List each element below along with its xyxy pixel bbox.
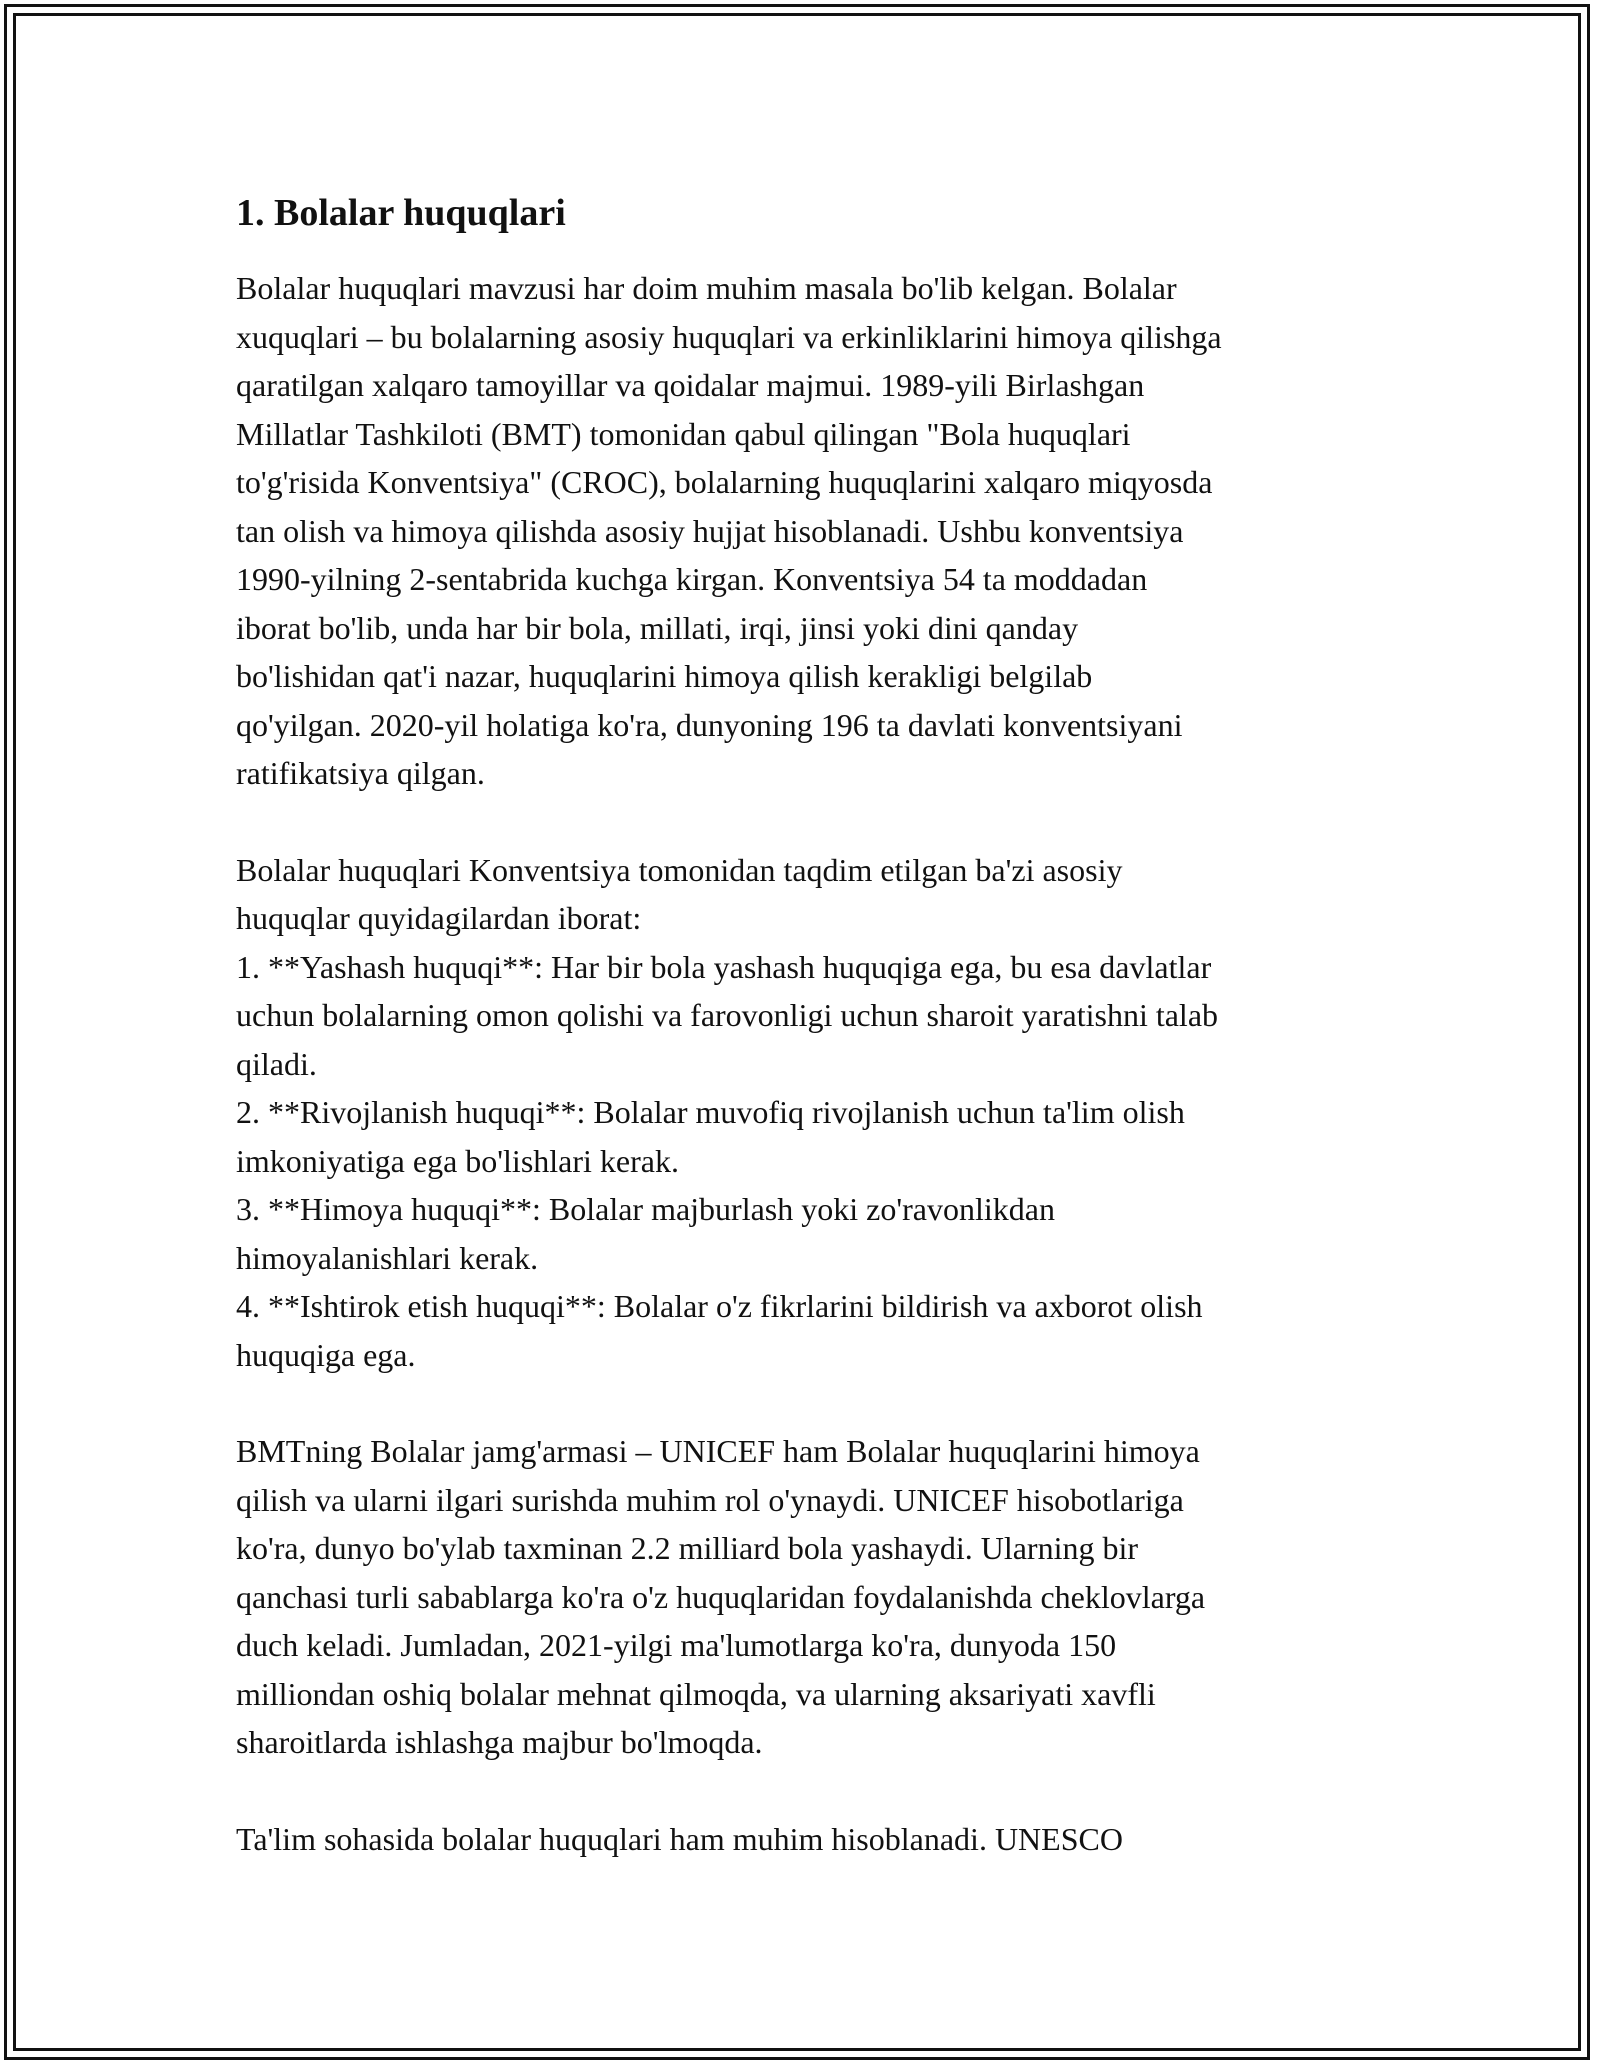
text-line: qo'yilgan. 2020-yil holatiga ko'ra, dunyoning 196 ta davlati konventsiyani xyxy=(236,706,1183,743)
list-item: 3. **Himoya huquqi**: Bolalar majburlash yoki zo'ravonlikdan xyxy=(236,1191,1055,1227)
text-line: himoyalanishlari kerak. xyxy=(236,1239,539,1276)
text-line: Millatlar Tashkiloti (BMT) tomonidan qabul qilingan "Bola huquqlari xyxy=(236,415,1131,452)
text-line: sharoitlarda ishlashga majbur bo'lmoqda. xyxy=(236,1724,763,1760)
paragraph-education xyxy=(236,1815,1376,1864)
text-line: Bolalar huquqlari mavzusi har doim muhim masala bo'lib kelgan. Bolalar xyxy=(236,270,1177,306)
document-body xyxy=(236,188,1376,1863)
paragraph-gap xyxy=(236,798,1376,846)
paragraph-rights-list xyxy=(236,846,1376,1380)
paragraph-intro xyxy=(236,264,1376,798)
text-line: bo'lishidan qat'i nazar, huquqlarini himoya qilish kerakligi belgilab xyxy=(236,658,1093,694)
list-item: 2. **Rivojlanish huquqi**: Bolalar muvofiq rivojlanish uchun ta'lim olish xyxy=(236,1094,1185,1130)
text-line: Bolalar huquqlari Konventsiya tomonidan taqdim etilgan ba'zi asosiy xyxy=(236,851,1123,888)
text-line: qilish va ularni ilgari surishda muhim rol o'ynaydi. UNICEF hisobotlariga xyxy=(236,1481,1184,1518)
text-line: uchun bolalarning omon qolishi va farovonligi uchun sharoit yaratishni talab xyxy=(236,997,1219,1033)
text-line: huquqiga ega. xyxy=(236,1336,416,1373)
text-line: duch keladi. Jumladan, 2021-yilgi ma'lumotlarga ko'ra, dunyoda 150 xyxy=(236,1627,1117,1663)
text-line: BMTning Bolalar jamg'armasi – UNICEF ham Bolalar huquqlarini himoya xyxy=(236,1433,1200,1469)
text-line: imkoniyatiga ega bo'lishlari kerak. xyxy=(236,1142,679,1179)
paragraph-unicef xyxy=(236,1427,1376,1767)
text-line: ko'ra, dunyo bo'ylab taxminan 2.2 milliard bola yashaydi. Ularning bir xyxy=(236,1530,1139,1566)
text-line: milliondan oshiq bolalar mehnat qilmoqda, va ularning aksariyati xavfli xyxy=(236,1675,1156,1712)
paragraph-gap xyxy=(236,1379,1376,1427)
text-line: huquqlar quyidagilardan iborat: xyxy=(236,900,642,936)
text-line: iborat bo'lib, unda har bir bola, millati, irqi, jinsi yoki dini qanday xyxy=(236,609,1079,646)
paragraph-gap xyxy=(236,1767,1376,1815)
text-line: qiladi. xyxy=(236,1045,317,1082)
list-item: 1. **Yashash huquqi**: Har bir bola yashash huquqiga ega, bu esa davlatlar xyxy=(236,948,1212,985)
text-line: to'g'risida Konventsiya" (CROC), bolalarning huquqlarini xalqaro miqyosda xyxy=(236,464,1213,500)
text-line: qanchasi turli sabablarga ko'ra o'z huquqlaridan foydalanishda cheklovlarga xyxy=(236,1578,1206,1615)
text-line: ratifikatsiya qilgan. xyxy=(236,755,485,791)
text-line: tan olish va himoya qilishda asosiy hujjat hisoblanadi. Ushbu konventsiya xyxy=(236,512,1184,549)
text-line: qaratilgan xalqaro tamoyillar va qoidalar majmui. 1989-yili Birlashgan xyxy=(236,367,1145,403)
section-heading: 1. Bolalar huquqlari xyxy=(236,192,566,234)
text-line: xuquqlari – bu bolalarning asosiy huquqlari va erkinliklarini himoya qilishga xyxy=(236,318,1222,355)
text-line: Ta'lim sohasida bolalar huquqlari ham muhim hisoblanadi. UNESCO xyxy=(236,1820,1123,1857)
text-line: 1990-yilning 2-sentabrida kuchga kirgan. Konventsiya 54 ta moddadan xyxy=(236,561,1148,597)
list-item: 4. **Ishtirok etish huquqi**: Bolalar o'z fikrlarini bildirish va axborot olish xyxy=(236,1288,1203,1324)
